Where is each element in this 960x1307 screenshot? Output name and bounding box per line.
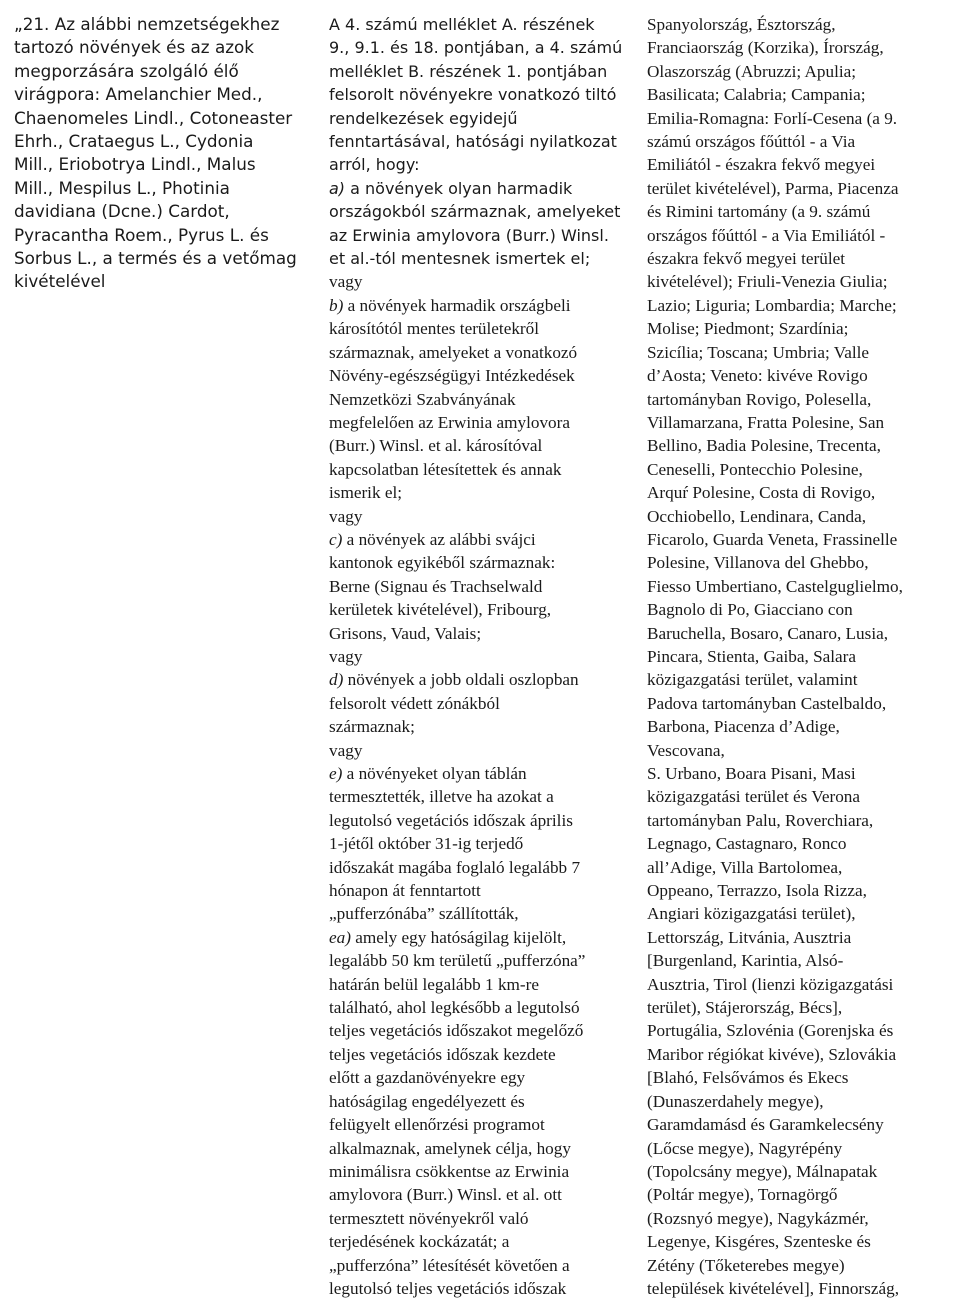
zone-text-line: Arquŕ Polesine, Costa di Rovigo,: [647, 483, 876, 503]
condition-text-line: [329, 879, 641, 902]
condition-text: vagy: [329, 740, 363, 760]
zone-text-line: d’Aosta; Veneto: kivéve Rovigo: [647, 366, 868, 386]
condition-text-line: [329, 247, 641, 270]
zone-text-line: Lettország, Litvánia, Ausztria: [647, 927, 852, 947]
condition-text: Nemzetközi Szabványának: [329, 389, 516, 409]
condition-marker: d): [329, 670, 344, 690]
left-text-line: Sorbus L., a termés és a vetőmag: [14, 248, 297, 269]
zone-text-line: Garamdamásd és Garamkelecsény: [647, 1115, 884, 1135]
zone-text-line: Ceneselli, Pontecchio Polesine,: [647, 459, 863, 479]
zone-text-line: Lazio; Liguria; Lombardia; Marche;: [647, 295, 897, 315]
zone-text-line: (Lőcse megye), Nagyrépény: [647, 1138, 843, 1158]
zone-text-line: kivételével); Friuli-Venezia Giulia;: [647, 272, 888, 292]
condition-text: amylovora (Burr.) Winsl. et al. ott: [329, 1185, 562, 1205]
condition-text: vagy: [329, 272, 363, 292]
condition-text: hatóságilag engedélyezett és: [329, 1091, 525, 1111]
condition-text-line: [329, 1090, 641, 1113]
zone-text-line: számú országos főúttól - a Via: [647, 132, 856, 152]
zone-text-line: Padova tartományban Castelbaldo,: [647, 693, 887, 713]
condition-text: hónapon át fenntartott: [329, 881, 481, 901]
zone-text-line: Maribor régiókat kivéve), Szlovákia: [647, 1044, 897, 1064]
condition-text: amely egy hatóságilag kijelölt,: [350, 927, 567, 947]
left-text-line: tartozó növények és az azok: [14, 37, 255, 58]
condition-text-line: [329, 364, 641, 387]
condition-text: időszakát magába foglaló legalább 7: [329, 857, 581, 877]
condition-text-line: [329, 598, 641, 621]
condition-text: található, ahol legkésőbb a legutolsó: [329, 998, 580, 1018]
condition-text-line: [329, 1019, 641, 1042]
condition-text-line: [329, 973, 641, 996]
zone-text-line: Bellino, Badia Polesine, Trecenta,: [647, 436, 881, 456]
condition-text: kantonok egyikéből származnak:: [329, 553, 556, 573]
condition-text-line: [329, 668, 641, 691]
left-text-line: Ehrh., Crataegus L., Cydonia: [14, 131, 254, 152]
left-text-line: Mill., Eriobotrya Lindl., Malus: [14, 154, 256, 175]
condition-text-line: [329, 575, 641, 598]
left-text-line: Mill., Mespilus L., Photinia: [14, 177, 230, 198]
condition-text-line: [329, 411, 641, 434]
zone-text-line: Portugália, Szlovénia (Gorenjska és: [647, 1021, 894, 1041]
condition-text: megfelelően az Erwinia amylovora: [329, 412, 570, 432]
zone-text-line: Oppeano, Terrazzo, Isola Rizza,: [647, 881, 867, 901]
condition-marker: ea): [329, 927, 351, 947]
zone-text-line: Szicília; Toscana; Umbria; Valle: [647, 342, 870, 362]
condition-marker: c): [329, 529, 343, 549]
condition-text: 1-jétől október 31-ig terjedő: [329, 834, 524, 854]
zone-text-line: Basilicata; Calabria; Campania;: [647, 85, 866, 105]
zone-text-line: közigazgatási terület és Verona: [647, 787, 861, 807]
zone-text-line: (Poltár megye), Tornagörgő: [647, 1185, 838, 1205]
condition-text: felügyelt ellenőrzési programot: [329, 1115, 545, 1135]
zone-text-line: S. Urbano, Boara Pisani, Masi: [647, 764, 856, 783]
condition-text: országokból származnak, amelyeket: [329, 202, 621, 222]
zone-text-line: Barbona, Piacenza d’Adige,: [647, 717, 840, 737]
left-text-line: „21. Az alábbi nemzetségekhez: [14, 14, 280, 34]
condition-text-line: [329, 388, 641, 411]
condition-text-line: [329, 551, 641, 574]
condition-text: teljes vegetációs időszakot megelőző: [329, 1021, 584, 1041]
condition-text: vagy: [329, 506, 363, 526]
zone-text-line: Baruchella, Bosaro, Canaro, Lusia,: [647, 623, 889, 643]
condition-text: az Erwinia amylovora (Burr.) Winsl.: [329, 225, 609, 245]
condition-text-line: [329, 224, 641, 247]
condition-text: származnak, amelyeket a vonatkozó: [329, 342, 578, 362]
condition-text: terjedésének kockázatát; a: [329, 1232, 510, 1252]
zone-text-line: északra fekvő megyei terület: [647, 249, 846, 269]
conjunction-text: [329, 645, 641, 668]
condition-text: előtt a gazdanövényekre egy: [329, 1068, 526, 1088]
condition-text-line: [329, 317, 641, 340]
zone-text-line: Olaszország (Abruzzi; Apulia;: [647, 61, 857, 81]
right-column-protected-zones: [647, 13, 957, 1300]
condition-text-line: [329, 622, 641, 645]
zone-text-line: Bagnolo di Po, Giacciano con: [647, 600, 853, 620]
condition-text: termesztették, illetve ha azokat a: [329, 787, 554, 807]
zone-text-line: Occhiobello, Lendinara, Canda,: [647, 506, 867, 526]
zone-text-line: (Rozsnyó megye), Nagykázmér,: [647, 1208, 869, 1228]
condition-text-line: [329, 177, 641, 200]
condition-text: et al.-tól mentesnek ismertek el;: [329, 249, 591, 269]
zone-text-line: terület), Stájerország, Bécs],: [647, 998, 843, 1018]
intro-text-line: felsorolt növényekre vonatkozó tiltó: [329, 85, 617, 105]
zone-text-line: [Burgenland, Karintia, Alsó-: [647, 951, 844, 971]
zone-text-line: Pincara, Stienta, Gaiba, Salara: [647, 646, 857, 666]
zone-text-line: országos főúttól - a Via Emiliától -: [647, 225, 886, 245]
condition-text-line: [329, 809, 641, 832]
zone-text-line: terület kivételével), Parma, Piacenza: [647, 178, 899, 198]
condition-marker: e): [329, 764, 343, 783]
condition-text: ismerik el;: [329, 483, 403, 503]
condition-text: növények a jobb oldali oszlopban: [343, 670, 579, 690]
left-text-line: kivételével: [14, 271, 106, 292]
condition-text-line: [329, 528, 641, 551]
condition-text-line: [329, 1160, 641, 1183]
condition-text-line: [329, 692, 641, 715]
condition-text-line: [329, 481, 641, 504]
zone-text-line: Ausztria, Tirol (lienzi közigazgatási: [647, 974, 894, 994]
zone-text-line: Fiesso Umbertiano, Castelguglielmo,: [647, 576, 903, 596]
conjunction-text: [329, 505, 641, 528]
condition-text-line: [329, 926, 641, 949]
zone-text-line: Ficarolo, Guarda Veneta, Frassinelle: [647, 529, 898, 549]
condition-text-line: [329, 200, 641, 223]
zone-text-line: Villamarzana, Fratta Polesine, San: [647, 412, 885, 432]
condition-text-line: [329, 762, 641, 785]
zone-text-line: Angiari közigazgatási terület),: [647, 904, 856, 924]
condition-text: kapcsolatban létesítettek és annak: [329, 459, 562, 479]
condition-text: (Burr.) Winsl. et al. károsítóval: [329, 436, 543, 456]
condition-text: termesztett növényekről való: [329, 1208, 529, 1228]
zone-text-line: Molise; Piedmont; Szardínia;: [647, 319, 849, 339]
zone-text-line: Legenye, Kisgéres, Szenteske és: [647, 1232, 871, 1252]
zone-text-line: és Rimini tartomány (a 9. számú: [647, 202, 871, 222]
condition-text-line: [329, 294, 641, 317]
condition-text: kerületek kivételével), Fribourg,: [329, 600, 552, 620]
condition-text: a növények az alábbi svájci: [342, 529, 536, 549]
zone-text-line: Emilia-Romagna: Forlí-Cesena (a 9.: [647, 108, 898, 128]
left-text-line: davidiana (Dcne.) Cardot,: [14, 201, 230, 222]
condition-text: felsorolt védett zónákból: [329, 693, 500, 713]
condition-text: Növény-egészségügyi Intézkedések: [329, 366, 575, 386]
condition-marker: b): [329, 295, 344, 315]
condition-text-line: [329, 1277, 641, 1300]
condition-text-line: [329, 785, 641, 808]
zone-text-line: Franciaország (Korzika), Írország,: [647, 38, 884, 58]
condition-text-line: [329, 1254, 641, 1277]
condition-text: legutolsó vegetációs időszak április: [329, 810, 573, 830]
condition-text-line: [329, 1183, 641, 1206]
zone-text-line: tartományban Palu, Roverchiara,: [647, 810, 874, 830]
condition-text-line: [329, 1207, 641, 1230]
condition-text: a növények harmadik országbeli: [343, 295, 571, 315]
zone-text-line: Zétény (Tőketerebes megye): [647, 1255, 845, 1275]
intro-text-line: rendelkezések egyidejű: [329, 108, 518, 128]
left-column-plant-genera: [14, 13, 314, 294]
condition-text: legalább 50 km területű „pufferzóna”: [329, 951, 586, 971]
condition-text-line: [329, 1137, 641, 1160]
condition-text-line: [329, 949, 641, 972]
condition-text: határán belül legalább 1 km-re: [329, 974, 539, 994]
condition-text: a növények olyan harmadik: [345, 178, 573, 198]
condition-text-line: [329, 1043, 641, 1066]
condition-text-line: [329, 902, 641, 925]
condition-text: származnak;: [329, 717, 415, 737]
left-text-line: virágpora: Amelanchier Med.,: [14, 84, 263, 105]
conjunction-text: [329, 739, 641, 762]
zone-text-line: közigazgatási terület, valamint: [647, 670, 858, 690]
condition-text: „pufferzóna” létesítését követően a: [329, 1255, 570, 1275]
condition-text-line: [329, 715, 641, 738]
condition-text-line: [329, 1230, 641, 1253]
condition-text: Berne (Signau és Trachselwald: [329, 576, 543, 596]
left-text-line: Pyracantha Roem., Pyrus L. és: [14, 224, 269, 245]
conjunction-text: [329, 270, 641, 293]
zone-text-line: (Dunaszerdahely megye),: [647, 1091, 824, 1111]
zone-text-line: települések kivételével], Finnország,: [647, 1278, 899, 1298]
zone-text-line: [Blahó, Felsővámos és Ekecs: [647, 1068, 849, 1088]
zone-text-line: Legnago, Castagnaro, Ronco: [647, 834, 847, 854]
condition-text-line: [329, 1066, 641, 1089]
zone-text-line: (Topolcsány megye), Málnapatak: [647, 1161, 878, 1181]
condition-text-line: [329, 434, 641, 457]
condition-text: Grisons, Vaud, Valais;: [329, 623, 482, 643]
intro-text-line: 9., 9.1. és 18. pontjában, a 4. számú: [329, 38, 623, 58]
condition-marker: a): [329, 178, 346, 198]
intro-text-line: arról, hogy:: [329, 155, 420, 175]
intro-text-line: fenntartásával, hatósági nyilatkozat: [329, 132, 617, 152]
condition-text-line: [329, 856, 641, 879]
condition-text-line: [329, 996, 641, 1019]
zone-text-line: all’Adige, Villa Bartolomea,: [647, 857, 843, 877]
intro-text-line: A 4. számú melléklet A. részének: [329, 15, 595, 34]
middle-column-requirements: [329, 13, 641, 1300]
condition-text-line: [329, 341, 641, 364]
zone-text-line: Emiliától - északra fekvő megyei: [647, 155, 876, 175]
zone-text-line: Vescovana,: [647, 740, 725, 760]
intro-text-line: melléklet B. részének 1. pontjában: [329, 61, 608, 81]
condition-text-line: [329, 1113, 641, 1136]
zone-text-line: Polesine, Villanova del Ghebbo,: [647, 553, 869, 573]
condition-text: minimálisra csökkentse az Erwinia: [329, 1161, 570, 1181]
left-text-line: Chaenomeles Lindl., Cotoneaster: [14, 107, 293, 128]
left-text-line: megporzására szolgáló élő: [14, 60, 239, 81]
condition-text: legutolsó teljes vegetációs időszak: [329, 1278, 567, 1298]
zone-text-line: Spanyolország, Észtország,: [647, 15, 836, 34]
condition-text: vagy: [329, 646, 363, 666]
condition-text: a növényeket olyan táblán: [342, 764, 527, 783]
zone-text-line: tartományban Rovigo, Polesella,: [647, 389, 872, 409]
condition-text: teljes vegetációs időszak kezdete: [329, 1044, 556, 1064]
condition-text: károsítótól mentes területekről: [329, 319, 540, 339]
condition-text: „pufferzónába” szállították,: [329, 904, 519, 924]
condition-text-line: [329, 458, 641, 481]
condition-text: alkalmaznak, amelynek célja, hogy: [329, 1138, 571, 1158]
condition-text-line: [329, 832, 641, 855]
